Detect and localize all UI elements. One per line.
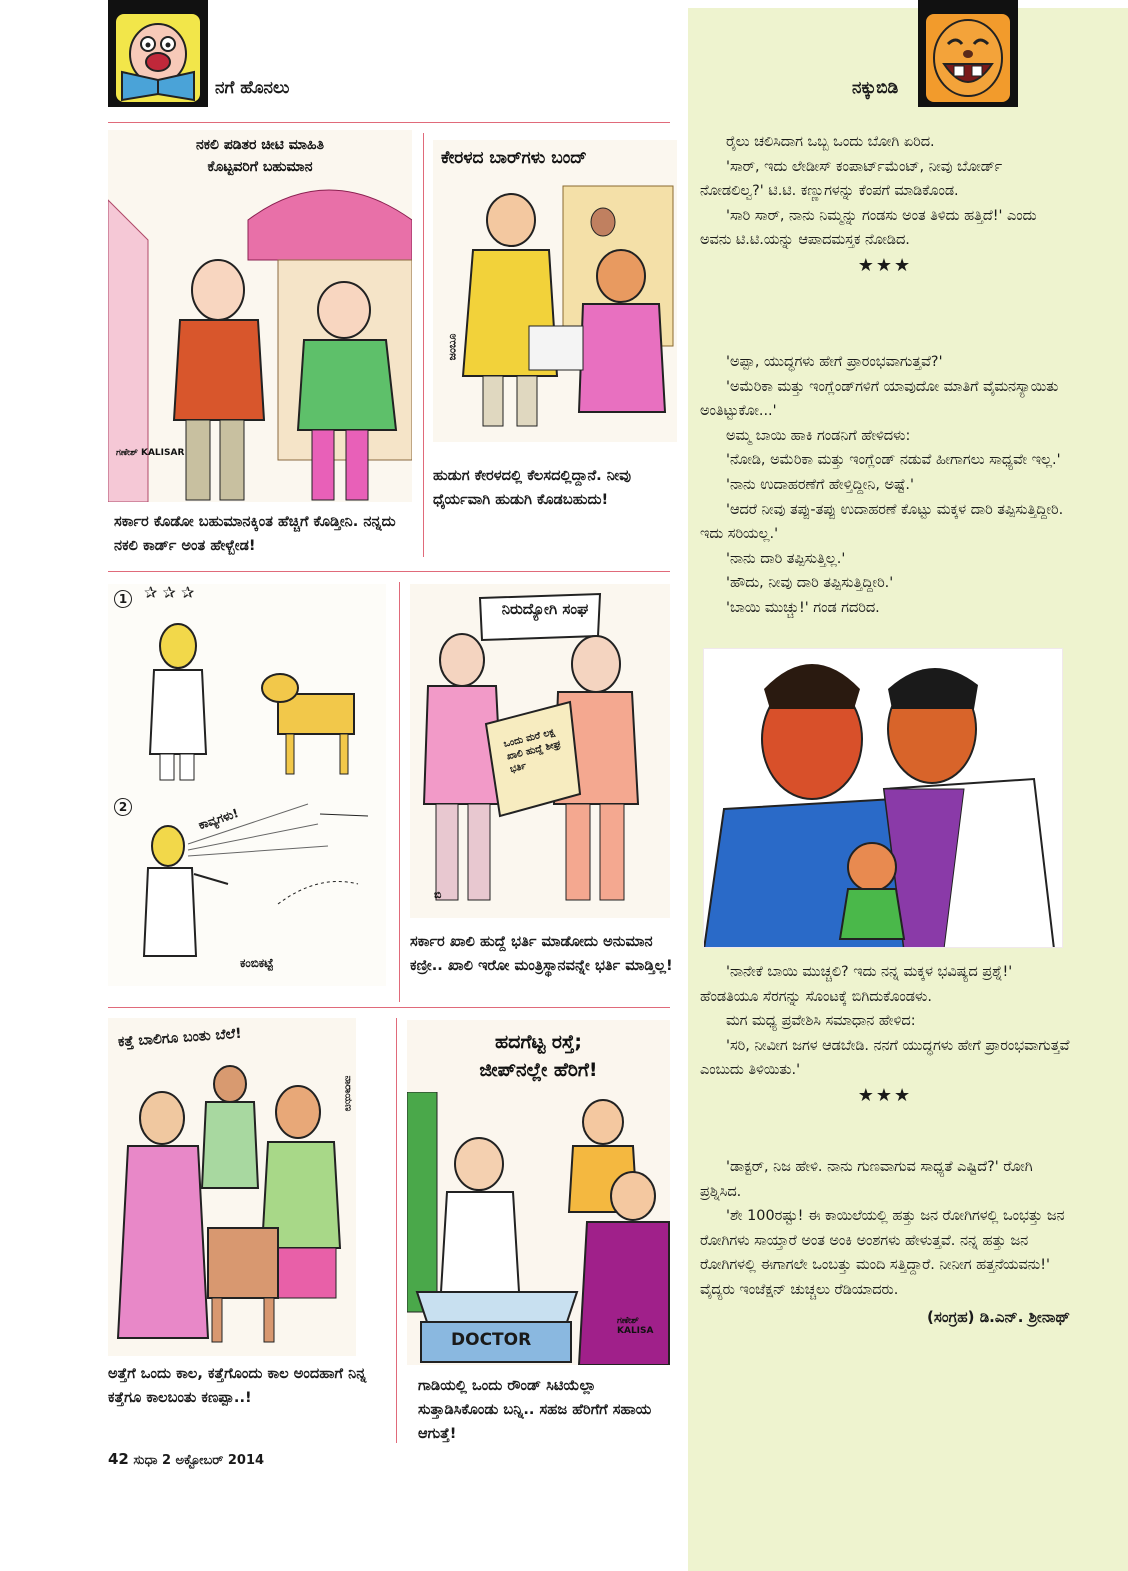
issue-date: 2 ಅಕ್ಟೋಬರ್ 2014 xyxy=(161,1453,265,1468)
doctor-desk-label: DOCTOR xyxy=(451,1330,532,1350)
story-paragraph: 'ನಾನು ದಾರಿ ತಪ್ಪಿಸುತ್ತಿಲ್ಲ.' xyxy=(726,550,846,567)
artist-signature: ನಾರಾಯಣ xyxy=(342,1075,354,1112)
divider-vertical-row1 xyxy=(423,133,424,557)
cartoon-caption: ಗಾಡಿಯಲ್ಲಿ ಒಂದು ರೌಂಡ್ ಸಿಟಿಯೆಲ್ಲಾ ಸುತ್ತಾಡಿಸಿಕೊಂಡು ಬನ್ನಿ.. ಸಹಜ ಹೆರಿಗೆಗೆ ಸಹಾಯ ಆಗುತ್ತೆ! xyxy=(418,1377,652,1442)
story-paragraph: 'ಬಾಯಿ ಮುಚ್ಚು!' ಗಂಡ ಗದರಿದ. xyxy=(726,599,880,616)
cartoon-unemployed-union xyxy=(410,584,670,918)
svg-text:✰ ✰ ✰: ✰ ✰ ✰ xyxy=(144,584,195,602)
page-number: 42 xyxy=(108,1450,129,1468)
cartoon-dog-barking xyxy=(108,584,386,986)
star-separator: ★★★ xyxy=(857,254,913,276)
artist-signature: ಜಂಬೂ xyxy=(445,333,459,361)
story-paragraph: 'ಸಾರ್, ಇದು ಲೇಡೀಸ್ ಕಂಪಾರ್ಟ್‌ಮೆಂಟ್, ನೀವು ಬೋರ್ಡ್ ನೋಡಲಿಲ್ವ?' ಟಿ.ಟಿ. ಕಣ್ಣುಗಳನ್ನು ಕೆಂಪಗೆ ಮಾಡಿಕೊಂಡ. xyxy=(700,158,1003,200)
divider-vertical-row3 xyxy=(396,1018,397,1443)
joke-war-part1 xyxy=(700,350,1070,621)
artist-signature: ಗಣೇಶ್ KALISAR xyxy=(116,448,185,458)
story-paragraph: 'ಅಮೆರಿಕಾ ಮತ್ತು ಇಂಗ್ಲೆಂಡ್‌ಗಳಿಗೆ ಯಾವುದೋ ಮಾತಿಗೆ ವೈಮನಸ್ಯಾಯಿತು ಅಂತಿಟ್ಟುಕೋ...' xyxy=(700,378,1059,420)
nakkubidi-logo xyxy=(918,0,1018,107)
divider-middle-1 xyxy=(108,571,670,572)
compiler-credit: (ಸಂಗ್ರಹ) ಡಿ.ಎನ್. ಶ್ರೀನಾಥ್ xyxy=(927,1307,1070,1326)
cartoon-road-delivery xyxy=(407,1020,670,1365)
cartoon-illustration xyxy=(108,1058,356,1356)
story-paragraph: 'ನಾನು ಉದಾಹರಣೆಗೆ ಹೇಳ್ತಿದ್ದೀನಿ, ಅಷ್ಟೆ.' xyxy=(726,476,914,493)
nage-honalu-logo xyxy=(108,0,208,107)
cartoon-banner: ಕತ್ತೆ ಬಾಲಿಗೂ ಬಂತು ಬೆಲೆ! xyxy=(117,1025,243,1051)
panel-number: 1 xyxy=(114,590,132,608)
divider-middle-2 xyxy=(108,1007,670,1008)
cartoon-caption: ಸರ್ಕಾರ ಖಾಲಿ ಹುದ್ದೆ ಭರ್ತಿ ಮಾಡೋದು ಅನುಮಾನ ಕಣ್ರೀ.. ಖಾಲಿ ಇರೋ ಮಂತ್ರಿಸ್ಥಾನವನ್ನೇ ಭರ್ತಿ ಮಾಡ್ತಿಲ್ಲ! xyxy=(410,933,673,974)
artist-signature: ಬಿ xyxy=(434,888,442,901)
cartoon-caption: ಸರ್ಕಾರ ಕೊಡೋ ಬಹುಮಾನಕ್ಕಿಂತ ಹೆಚ್ಚಿಗೆ ಕೊಡ್ತೀನಿ. ನನ್ನದು ನಕಲಿ ಕಾರ್ಡ್ ಅಂತ ಹೇಳ್ಬೇಡ! xyxy=(114,513,396,554)
cartoon-kerala-bars xyxy=(433,140,677,442)
story-paragraph: 'ನಾನೇಕೆ ಬಾಯಿ ಮುಚ್ಚಲಿ? ಇದು ನನ್ನ ಮಕ್ಕಳ ಭವಿಷ್ಯದ ಪ್ರಶ್ನೆ!' ಹೆಂಡತಿಯೂ ಸೆರಗನ್ನು ಸೊಂಟಕ್ಕೆ ಬಿಗಿದುಕೊಂಡಳು. xyxy=(700,964,1013,1005)
cartoon-title: ಕೇರಳದ ಬಾರ್‌ಗಳು ಬಂದ್ xyxy=(441,148,587,168)
cartoon-title: ನಕಲಿ ಪಡಿತರ ಚೀಟಿ ಮಾಹಿತಿ xyxy=(195,137,325,153)
joke-war-part2 xyxy=(700,960,1070,1109)
union-sign: ನಿರುದ್ಯೋಗಿ ಸಂಘ xyxy=(501,600,589,618)
section-title-right: ನಕ್ಕುಬಿಡಿ xyxy=(852,78,899,98)
magazine-name: ಸುಧಾ xyxy=(133,1453,158,1468)
story-paragraph: ರೈಲು ಚಲಿಸಿದಾಗ ಒಬ್ಬ ಒಂದು ಬೋಗಿ ಏರಿದ. xyxy=(726,134,935,150)
divider-top xyxy=(108,122,670,123)
section-title-left: ನಗೆ ಹೊನಲು xyxy=(215,78,290,98)
story-paragraph: ಮಗ ಮಧ್ಯ ಪ್ರವೇಶಿಸಿ ಸಮಾಧಾನ ಹೇಳಿದ: xyxy=(726,1013,916,1030)
cartoon-illustration xyxy=(108,584,386,986)
cartoon-caption: ಅತ್ತೆಗೆ ಒಂದು ಕಾಲ, ಕತ್ತೆಗೊಂದು ಕಾಲ ಅಂದಹಾಗೆ ನಿನ್ನ ಕತ್ತೆಗೂ ಕಾಲಬಂತು ಕಣಪ್ಪಾ..! xyxy=(108,1365,367,1406)
story-paragraph: 'ಅಪ್ಪಾ, ಯುದ್ಧಗಳು ಹೇಗೆ ಪ್ರಾರಂಭವಾಗುತ್ತವೆ?' xyxy=(726,354,943,370)
cartoon-ration-card xyxy=(108,130,412,502)
family-argument-illustration xyxy=(703,648,1063,948)
cartoon-title: ಕೊಟ್ಟವರಿಗೆ ಬಹುಮಾನ xyxy=(207,159,313,175)
story-paragraph: 'ಆದರೆ ನೀವು ತಪ್ಪು-ತಪ್ಪು ಉದಾಹರಣೆ ಕೊಟ್ಟು ಮಕ್ಕಳ ದಾರಿ ತಪ್ಪಿಸುತ್ತಿದ್ದೀರಿ. ಇದು ಸರಿಯಲ್ಲ.' xyxy=(700,501,1064,543)
star-separator: ★★★ xyxy=(857,1084,913,1106)
notice-paper: ಒಂದು ಮರೆ ಲಕ್ಷ ಖಾಲಿ ಹುದ್ದೆ ಶೀಘ್ರ ಭರ್ತಿ xyxy=(502,726,563,776)
story-paragraph: 'ಸರಿ, ನೀವೀಗ ಜಗಳ ಆಡಬೇಡಿ. ನನಗೆ ಯುದ್ಧಗಳು ಹೇಗೆ ಪ್ರಾರಂಭವಾಗುತ್ತವೆ ಎಂಬುದು ತಿಳಿಯಿತು.' xyxy=(700,1037,1070,1079)
joke-doctor xyxy=(700,1155,1070,1331)
story-paragraph: ಅಮ್ಮ ಬಾಯಿ ಹಾಕಿ ಗಂಡನಿಗೆ ಹೇಳಿದಳು: xyxy=(726,427,911,444)
cartoon-title: ಹದಗೆಟ್ಟ ರಸ್ತೆ; xyxy=(495,1031,582,1053)
cartoon-donkey-price xyxy=(108,1018,356,1356)
story-paragraph: 'ಡಾಕ್ಟರ್, ನಿಜ ಹೇಳಿ. ನಾನು ಗುಣವಾಗುವ ಸಾಧ್ಯತೆ ಎಷ್ಟಿದೆ?' ರೋಗಿ ಪ್ರಶ್ನಿಸಿದ. xyxy=(700,1159,1033,1200)
divider-vertical-row2 xyxy=(399,582,400,1002)
story-paragraph: 'ಹೌದು, ನೀವು ದಾರಿ ತಪ್ಪಿಸುತ್ತಿದ್ದೀರಿ.' xyxy=(726,575,894,592)
story-paragraph: 'ಶೇ 100ರಷ್ಟು! ಈ ಕಾಯಿಲೆಯಲ್ಲಿ ಹತ್ತು ಜನ ರೋಗಿಗಳಲ್ಲಿ ಒಂಭತ್ತು ಜನ ರೋಗಿಗಳು ಸಾಯ್ತಾರೆ ಅಂತ ಅಂಕಿ ಅಂಶಗಳು ಹೇಳುತ್ತವೆ. ನನ್ನ ಹತ್ತು ಜನ ರೋಗಿಗಳಲ್ಲಿ ಈಗಾಗಲೇ ಒಂಬತ್ತು ಮಂದಿ ಸತ್ತಿದ್ದಾರೆ. ನೀನೀಗ ಹತ್ತನೆಯವನು!' ವೈದ್ಯರು ಇಂಜೆಕ್ಷನ್ ಚುಚ್ಚಲು ರೆಡಿಯಾದರು. xyxy=(700,1208,1065,1298)
shout-text: ಕಾವ್ಯಗಳು! xyxy=(196,805,241,833)
reading-face-icon xyxy=(116,14,200,102)
laughing-face-icon xyxy=(926,14,1010,102)
story-paragraph: 'ಸಾರಿ ಸಾರ್, ನಾನು ನಿಮ್ಮನ್ನು ಗಂಡಸು ಅಂತ ತಿಳಿದು ಹತ್ತಿದೆ!' ಎಂದು ಅವನು ಟಿ.ಟಿ.ಯನ್ನು ಆಪಾದಮಸ್ತಕ ನೋಡಿದ. xyxy=(700,207,1037,249)
cartoon-illustration xyxy=(433,176,677,442)
artist-signature: ಗಣೇಶ್ KALISA xyxy=(617,1316,654,1336)
panel-number: 2 xyxy=(114,798,132,816)
joke-train xyxy=(700,130,1070,279)
page-footer xyxy=(108,1450,264,1468)
cartoon-title: ಜೀಪ್‌ನಲ್ಲೇ ಹೆರಿಗೆ! xyxy=(479,1059,598,1081)
cartoon-caption: ಹುಡುಗ ಕೇರಳದಲ್ಲಿ ಕೆಲಸದಲ್ಲಿದ್ದಾನೆ. ನೀವು ಧೈರ್ಯವಾಗಿ ಹುಡುಗಿ ಕೊಡಬಹುದು! xyxy=(433,467,631,508)
artist-signature: ಕಂಬಿಕಟ್ಟೆ xyxy=(240,956,274,970)
story-paragraph: 'ನೋಡಿ, ಅಮೆರಿಕಾ ಮತ್ತು ಇಂಗ್ಲೆಂಡ್ ನಡುವೆ ಹೀಗಾಗಲು ಸಾಧ್ಯವೇ ಇಲ್ಲ.' xyxy=(726,452,1061,469)
